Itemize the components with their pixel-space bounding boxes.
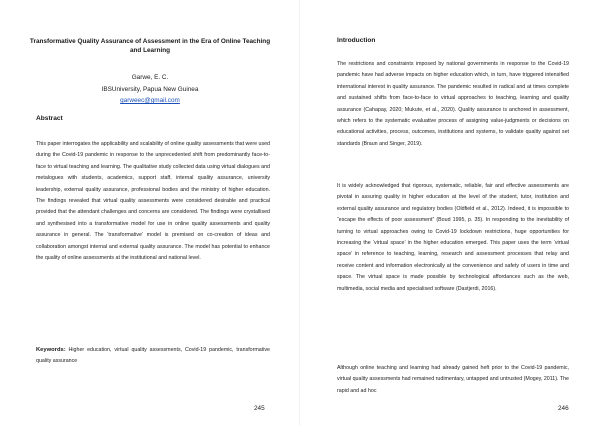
page-number-right: 246: [558, 405, 569, 412]
abstract-heading: Abstract: [36, 115, 63, 122]
paper-title: Transformative Quality Assurance of Assessment in the Era of Online Teaching and Learning: [29, 38, 271, 54]
keywords-text: Higher education, virtual quality assessments, Covid-19 pandemic, transformative quality assurance: [36, 347, 270, 365]
abstract-text: This paper interrogates the applicability and scalability of online quality assessments that were used during the Covid-19 pandemic in response to the unprecedented shift from predominantly face-to-face to virtual teaching and learning. The qualitative study collected data using virtual dialogues and metalogues with students, academics, support staff, internal quality assurance, university leadership, external quality assurance, professional bodies and the ministry of higher education. The findings revealed that virtual quality assessments were considered desirable and practical provided that the attendant challenges and concerns are considered. The findings were crystallised and synthesised into a transformative model for use in online quality assessments and quality assurance in general. The ‘transformative’ model is premised on co-creation of ideas and collaboration amongst internal and external quality assurance. The model has potential to enhance the quality of online assessments at the institutional and national level.: [36, 141, 270, 262]
keywords: [36, 345, 270, 368]
intro-paragraph-2: It is widely acknowledged that rigorous, systematic, reliable, fair and effective assessments are pivotal in assuring quality in higher education at the level of the student, tutor, institution and external quality assurance and regulatory bodies (Oldfield et al., 2012). Indeed, it is impossible to “escape the effects of poor assessment” (Boud 1995, p. 35). In responding to the inevitability of turning to virtual approaches owing to Covid-19 lockdown restrictions, huge opportunities for increasing the ‘virtual space’ in the higher education emerged. This paper uses the term ‘virtual space’ in reference to teaching, learning, research and assessment processes that relay and receive content and information electronically at the convenience and safety of users in time and space. The virtual space is made possible by technological affordances such as the web, multimedia, social media and specialised software (Dastjerdi, 2016).: [337, 183, 569, 292]
author-affiliation: IBSUniversity, Papua New Guinea: [101, 86, 199, 93]
intro-paragraph-1: The restrictions and constraints imposed by national governments in response to the Covid-19 pandemic have had adverse impacts on higher education which, in turn, have triggered intensified international interest in quality assurance. The pandemic resulted in radical and at times complete and sustained shifts from face-to-face to virtual approaches to teaching, learning and quality assurance (Cahapay, 2020; Mukute, et al., 2020). Quality assurance is anchored in assessment, which refers to the systematic evaluative process of assigning value-judgments or decisions on educational activities, process, outcomes, institutions and systems, to validate quality against set standards (Braun and Singer, 2019).: [337, 61, 569, 147]
author-name: Garwe, E. C.: [131, 74, 169, 81]
keywords-label: Keywords:: [36, 347, 66, 353]
intro-paragraph-3: Although online teaching and learning had already gained heft prior to the Covid-19 pandemic, virtual quality assessments had remained rudimentary, untapped and untrusted (Mogey, 2011). The rapid and ad hoc: [337, 365, 569, 394]
introduction-heading: Introduction: [337, 37, 376, 44]
page-number-left: 245: [254, 405, 265, 412]
author-email-link[interactable]: garweec@gmail.com: [120, 97, 180, 104]
